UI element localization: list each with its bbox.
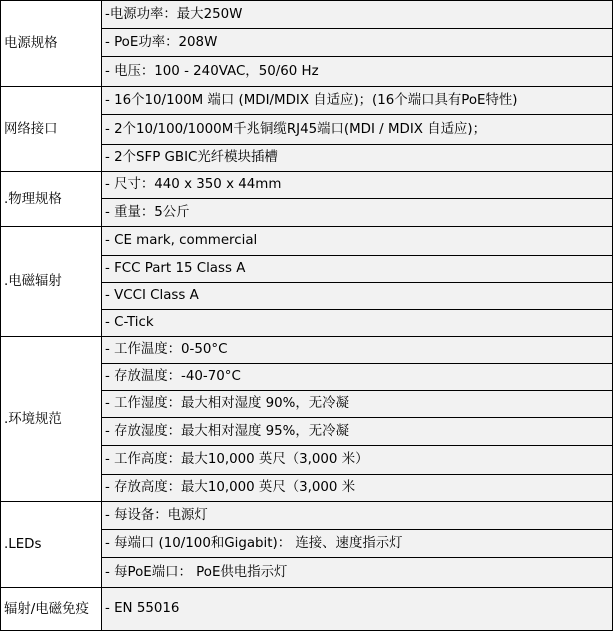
spec-value: - 每PoE端口： PoE供电指示灯 — [102, 558, 613, 588]
spec-value: - 电压：100 - 240VAC，50/60 Hz — [102, 57, 613, 87]
spec-value: - 工作温度：0-50°C — [102, 337, 613, 364]
section-title: 电源规格 — [1, 1, 102, 87]
spec-value: - EN 55016 — [102, 588, 613, 631]
spec-row — [1, 1, 613, 29]
spec-value: - 每端口 (10/100和Gigabit)： 连接、速度指示灯 — [102, 530, 613, 558]
spec-value: - 存放湿度：最大相对湿度 95%，无冷凝 — [102, 418, 613, 446]
spec-row — [1, 227, 613, 256]
section-title: 辐射/电磁免疫 — [1, 588, 102, 631]
spec-value: - FCC Part 15 Class A — [102, 256, 613, 283]
spec-value: - 2个10/100/1000M千兆铜缆RJ45端口(MDI / MDIX 自适应)； — [102, 115, 613, 145]
spec-row — [1, 87, 613, 115]
spec-value: - 每设备：电源灯 — [102, 502, 613, 530]
section-title: .环境规范 — [1, 337, 102, 502]
spec-value: - 工作高度：最大10,000 英尺（3,000 米） — [102, 446, 613, 475]
spec-value: - 工作湿度：最大相对湿度 90%，无冷凝 — [102, 391, 613, 418]
spec-value: - 尺寸：440 x 350 x 44mm — [102, 172, 613, 199]
spec-row — [1, 172, 613, 199]
section-title: 网络接口 — [1, 87, 102, 172]
section-title: .物理规格 — [1, 172, 102, 227]
spec-value: - 存放高度：最大10,000 英尺（3,000 米 — [102, 475, 613, 502]
section-title: .电磁辐射 — [1, 227, 102, 337]
spec-value: - 重量：5公斤 — [102, 199, 613, 227]
spec-value: - 存放温度：-40-70°C — [102, 364, 613, 391]
section-title: .LEDs — [1, 502, 102, 588]
spec-value: - PoE功率：208W — [102, 29, 613, 57]
spec-value: - C-Tick — [102, 310, 613, 337]
spec-value: - CE mark, commercial — [102, 227, 613, 256]
spec-value: - 2个SFP GBIC光纤模块插槽 — [102, 145, 613, 172]
spec-table-body — [1, 1, 613, 631]
spec-value: - VCCI Class A — [102, 283, 613, 310]
spec-value: - 16个10/100M 端口 (MDI/MDIX 自适应)；(16个端口具有PoE特性) — [102, 87, 613, 115]
spec-row — [1, 588, 613, 631]
spec-row — [1, 502, 613, 530]
spec-value: -电源功率：最大250W — [102, 1, 613, 29]
spec-row — [1, 337, 613, 364]
